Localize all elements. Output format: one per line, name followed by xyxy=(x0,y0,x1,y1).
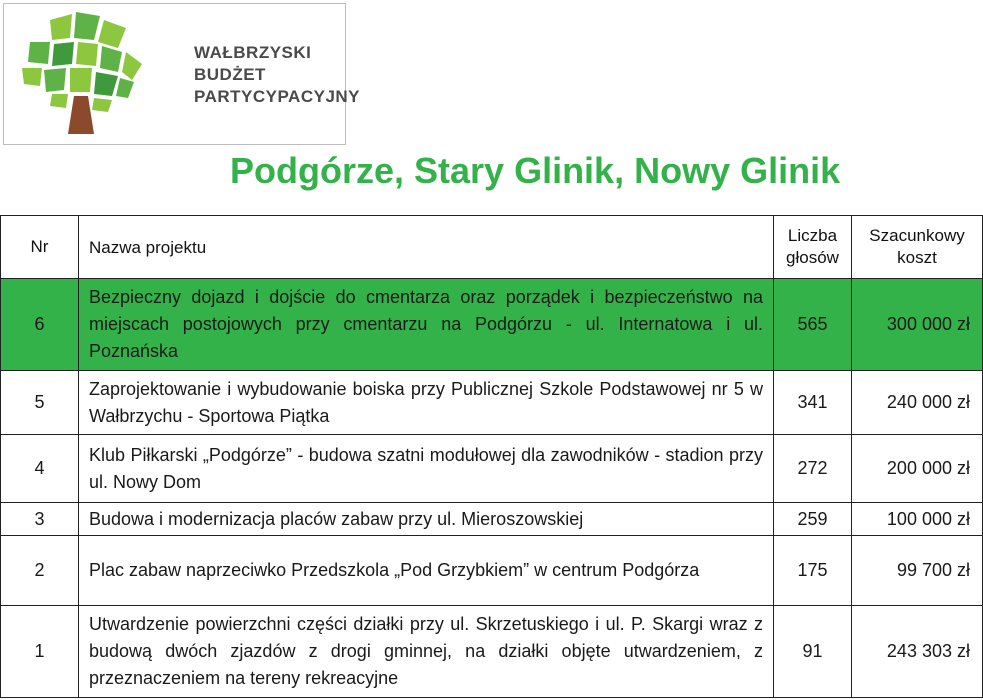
row-nr: 1 xyxy=(1,606,79,698)
row-cost: 240 000 zł xyxy=(852,371,983,435)
table-row xyxy=(1,536,983,606)
row-cost: 100 000 zł xyxy=(852,503,983,536)
logo xyxy=(3,3,361,145)
table-row xyxy=(1,503,983,536)
header-votes xyxy=(774,216,852,279)
row-votes: 91 xyxy=(774,606,852,698)
header-votes-line2: głosów xyxy=(786,248,839,267)
table-row xyxy=(1,371,983,435)
table-row xyxy=(1,279,983,371)
header-cost-line1: Szacunkowy xyxy=(869,226,965,245)
row-nr: 2 xyxy=(1,536,79,606)
table-row xyxy=(1,606,983,698)
table-row xyxy=(1,435,983,503)
row-nr: 3 xyxy=(1,503,79,536)
row-votes: 175 xyxy=(774,536,852,606)
row-nr: 4 xyxy=(1,435,79,503)
header-name: Nazwa projektu xyxy=(79,216,774,279)
row-cost: 300 000 zł xyxy=(852,279,983,371)
row-nr: 6 xyxy=(1,279,79,371)
row-votes: 565 xyxy=(774,279,852,371)
projects-table xyxy=(0,215,983,698)
row-name: Zaprojektowanie i wybudowanie boiska przy Publicznej Szkole Podstawowej nr 5 w Wałbrzychu - Sportowa Piątka xyxy=(79,371,774,435)
header-cost xyxy=(852,216,983,279)
row-name: Bezpieczny dojazd i dojście do cmentarza oraz porządek i bezpieczeństwo na miejscach postojowych przy cmentarzu na Podgórzu - ul. Internatowa i ul. Poznańska xyxy=(79,279,774,371)
row-votes: 341 xyxy=(774,371,852,435)
row-name: Utwardzenie powierzchni części działki przy ul. Skrzetuskiego i ul. P. Skargi wraz z budową dwóch zjazdów z drogi gminnej, na działki objęte utwardzeniem, z przeznaczeniem na tereny rekreacyjne xyxy=(79,606,774,698)
row-name: Plac zabaw naprzeciwko Przedszkola „Pod Grzybkiem” w centrum Podgórza xyxy=(79,536,774,606)
row-name: Budowa i modernizacja placów zabaw przy ul. Mieroszowskiej xyxy=(79,503,774,536)
tree-logo-icon xyxy=(22,12,144,136)
header-votes-line1: Liczba xyxy=(787,226,838,245)
row-cost: 243 303 zł xyxy=(852,606,983,698)
logo-line-3: PARTYCYPACYJNY xyxy=(194,87,361,106)
row-votes: 259 xyxy=(774,503,852,536)
row-nr: 5 xyxy=(1,371,79,435)
logo-line-1: WAŁBRZYSKI xyxy=(194,43,312,62)
logo-line-2: BUDŻET xyxy=(194,65,266,84)
logo-text xyxy=(194,42,360,108)
row-cost: 200 000 zł xyxy=(852,435,983,503)
header-nr: Nr xyxy=(1,216,79,279)
row-votes: 272 xyxy=(774,435,852,503)
row-cost: 99 700 zł xyxy=(852,536,983,606)
header-cost-line2: koszt xyxy=(897,248,937,267)
row-name: Klub Piłkarski „Podgórze” - budowa szatni modułowej dla zawodników - stadion przy ul. Nowy Dom xyxy=(79,435,774,503)
page-title: Podgórze, Stary Glinik, Nowy Glinik xyxy=(230,150,841,191)
table-header-row xyxy=(1,216,983,279)
